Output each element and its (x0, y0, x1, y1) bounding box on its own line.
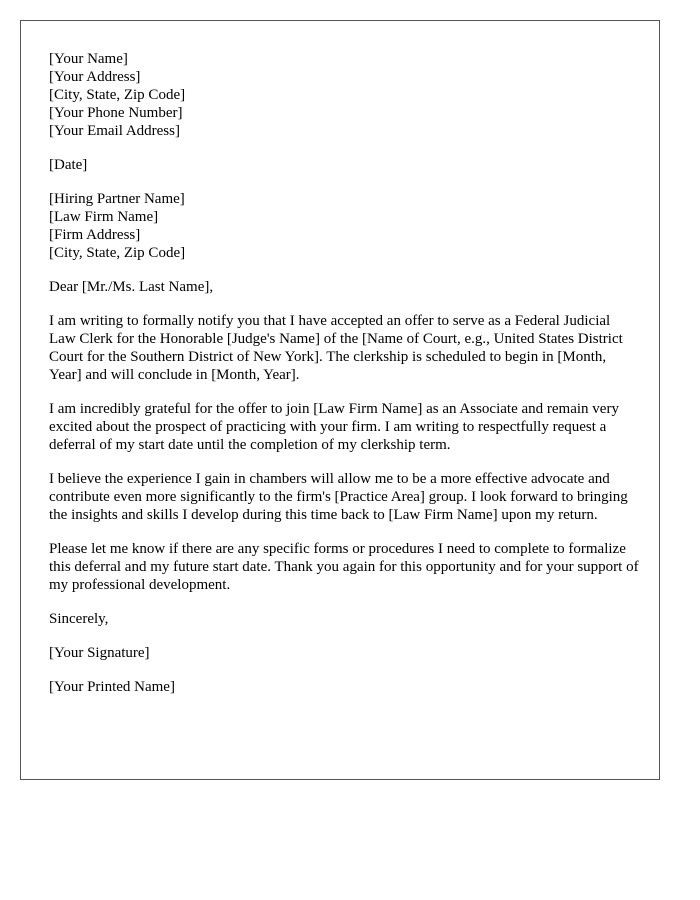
recipient-block (49, 190, 639, 262)
closing: Sincerely, (49, 611, 109, 627)
sender-email: [Your Email Address] (49, 123, 180, 139)
signature: [Your Signature] (49, 645, 150, 661)
letter-page (20, 20, 660, 780)
sender-name: [Your Name] (49, 51, 128, 67)
sender-city-state-zip: [City, State, Zip Code] (49, 87, 186, 103)
sender-address: [Your Address] (49, 69, 141, 85)
letter-date: [Date] (49, 157, 88, 173)
sender-phone: [Your Phone Number] (49, 105, 183, 121)
body-paragraph: I am writing to formally notify you that I have accepted an offer to serve as a Federal Judicial Law Clerk for the Honorable [Judge's Name] of the [Name of Court, e.g., United States District Court for the Southern District of New York]. The clerkship is scheduled to begin in [Month, Year] and will conclude in [Month, Year]. (49, 313, 623, 383)
sender-block (49, 50, 639, 140)
body-paragraph: I believe the experience I gain in chambers will allow me to be a more effective advocate and contribute even more significantly to the firm's [Practice Area] group. I look forward to bringing the insights and skills I develop during this time back to [Law Firm Name] upon my return. (49, 471, 628, 523)
recipient-name: [Hiring Partner Name] (49, 191, 185, 207)
recipient-city-state-zip: [City, State, Zip Code] (49, 245, 186, 261)
recipient-firm: [Law Firm Name] (49, 209, 159, 225)
salutation: Dear [Mr./Ms. Last Name], (49, 279, 214, 295)
body-paragraph: Please let me know if there are any specific forms or procedures I need to complete to formalize this deferral and my future start date. Thank you again for this opportunity and for your support of my professional development. (49, 541, 639, 593)
body-paragraph: I am incredibly grateful for the offer to join [Law Firm Name] as an Associate and remain very excited about the prospect of practicing with your firm. I am writing to respectfully request a deferral of my start date until the completion of my clerkship term. (49, 401, 619, 453)
printed-name: [Your Printed Name] (49, 679, 175, 695)
letter-content (49, 50, 639, 712)
recipient-address: [Firm Address] (49, 227, 141, 243)
